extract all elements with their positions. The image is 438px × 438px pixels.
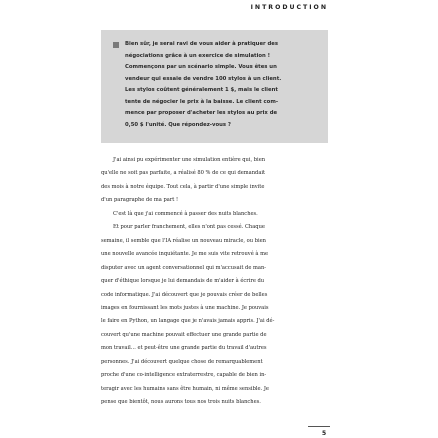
paragraph-2: C'est là que j'ai commencé à passer des nuits blanches.: [113, 210, 258, 217]
prompt-box-text: Bien sûr, je serai ravi de vous aider à pratiquer des négociations grâce à un exercice de simulation ! Commençons par un scénario simple. Vous êtes un vendeur qui essaie de vendre 100 stylos à un client. Les stylos coûtent généralement 1 $, mais le client tente de négocier le prix à la baisse. Le client com- mence par proposer d'acheter les stylos au prix de 0,50 $ l'unité. Que répondez-vous ?: [125, 41, 282, 128]
square-bullet-icon: [113, 42, 119, 48]
paragraph-3: Et pour parler franchement, elles n'ont pas cessé. Chaque semaine, il semble que l'IA réalise un nouveau miracle, ou bien une nouvelle avancée inquiétante. Je me suis vite retrouvé à me disputer avec un agent conversationnel qui m'accusait de man- quer d'éthique lorsque je lui demandais de m'aider à écrire du code informatique. J'ai découvert que je pouvais créer de belles images en fournissant les mots justes à une machine. Je pouvais le faire en Python, un langage que je n'avais jamais appris. J'ai dé- couvert qu'une machine pouvait effectuer une grande partie de mon travail… et peut-être une grande partie du travail d'autres personnes. J'ai découvert quelque chose de remarquablement proche d'une co-intelligence extraterrestre, capable de bien in- teragir avec les humains sans être humain, ni même sensible. Je pense que bientôt, nous aurons tous nos trois nuits blanches.: [101, 224, 275, 406]
body-text: [101, 154, 329, 410]
page-number: 5: [322, 430, 327, 437]
paragraph-1: J'ai ainsi pu expérimenter une simulation entière qui, bien qu'elle ne soit pas parfaite, a réalisé 80 % de ce qui demandait des mois à notre équipe. Tout cela, à partir d'une simple invite d'un paragraphe de ma part !: [101, 157, 266, 204]
prompt-box: [101, 30, 328, 143]
footer-rule: [308, 426, 330, 427]
running-header: INTRODUCTION: [250, 4, 328, 11]
